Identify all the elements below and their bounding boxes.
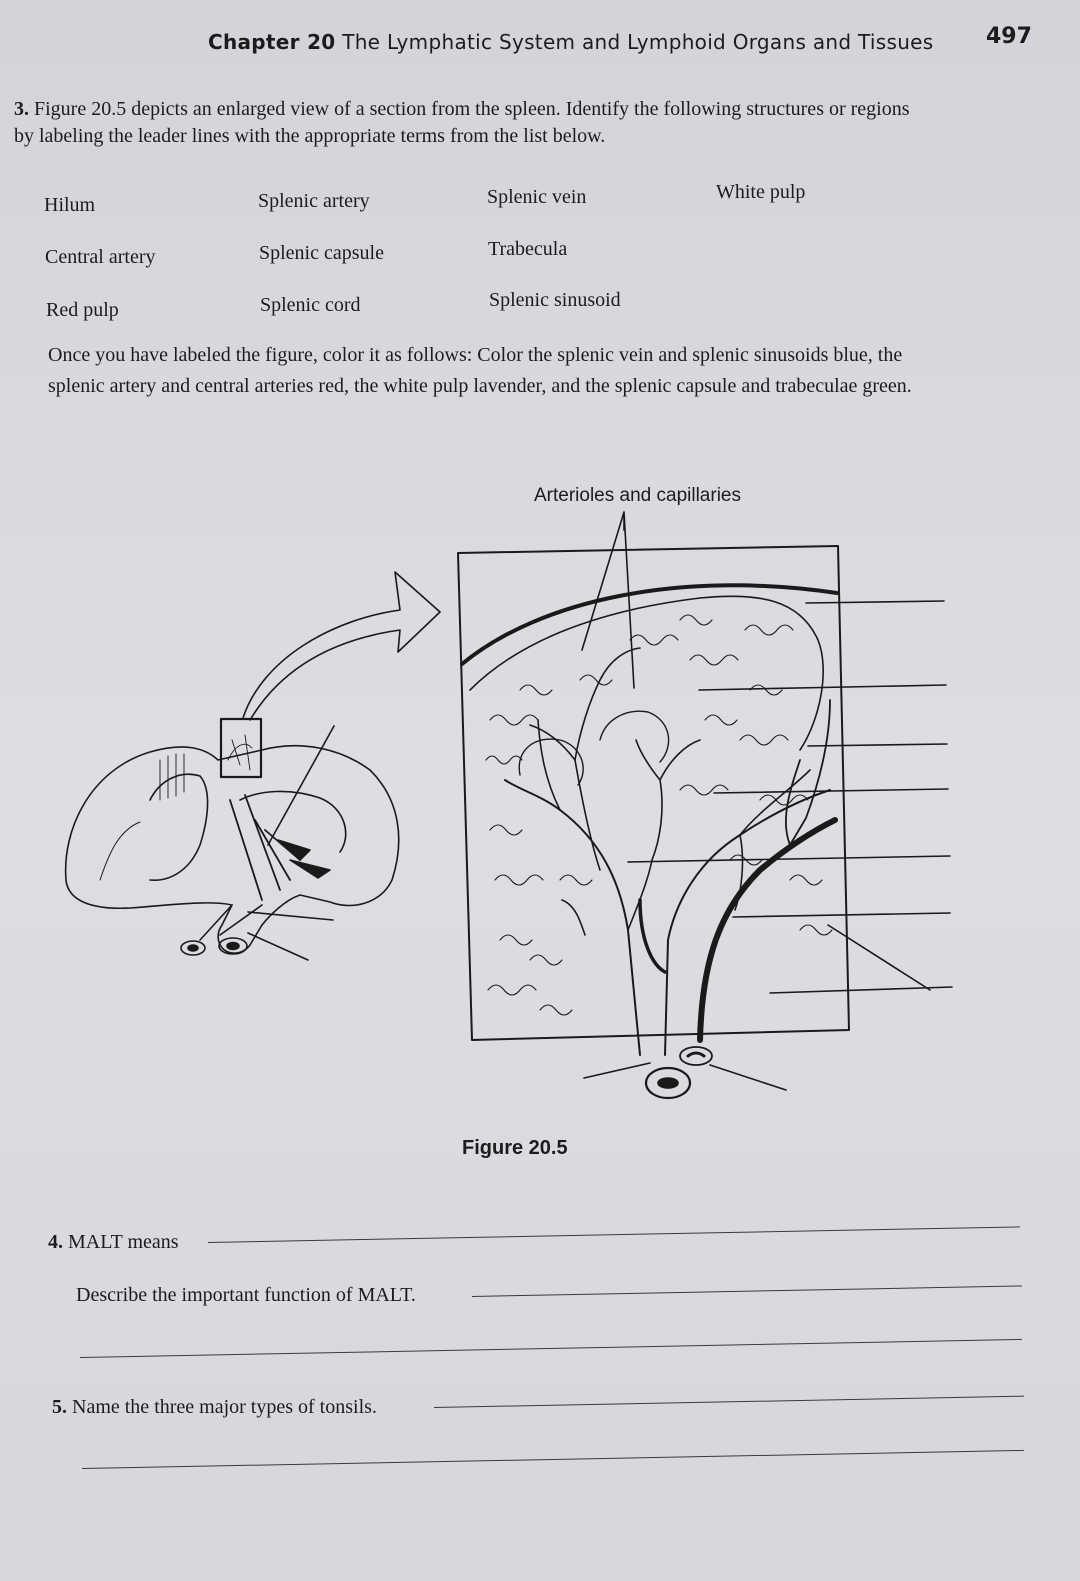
term-splenic-artery: Splenic artery (258, 190, 370, 212)
term-central-artery: Central artery (45, 246, 156, 268)
term-trabecula: Trabecula (488, 238, 568, 260)
question-5-text: Name the three major types of tonsils. (72, 1396, 377, 1418)
question-3-text: Figure 20.5 depicts an enlarged view of a section from the spleen. Identify the following structures or regions by labeling the leader lines with the appropriate terms from the list below. (14, 98, 910, 147)
page-number: 497 (986, 24, 1032, 49)
answer-line[interactable] (208, 1226, 1020, 1243)
term-red-pulp: Red pulp (46, 299, 119, 321)
answer-line[interactable] (434, 1396, 1024, 1408)
term-splenic-cord: Splenic cord (260, 294, 361, 316)
chapter-title: The Lymphatic System and Lymphoid Organs and Tissues (342, 30, 934, 54)
chapter-label: Chapter 20 (208, 30, 336, 54)
question-5-prompt (52, 1396, 377, 1419)
term-hilum: Hilum (44, 194, 96, 216)
question-4-number: 4. (48, 1231, 63, 1253)
spleen-figure (0, 470, 1080, 1130)
page-header (208, 30, 934, 54)
question-5-number: 5. (52, 1396, 67, 1418)
coloring-instructions: Once you have labeled the figure, color it as follows: Color the splenic vein and splenic sinusoids blue, the splenic artery and central arteries red, the white pulp lavender, and the splenic capsule and trabeculae green. (48, 344, 912, 397)
term-splenic-sinusoid: Splenic sinusoid (489, 289, 621, 311)
figure-caption: Figure 20.5 (462, 1137, 568, 1159)
question-3-prompt (14, 96, 914, 150)
answer-line[interactable] (80, 1339, 1022, 1358)
question-4-text: MALT means (68, 1231, 179, 1253)
answer-line[interactable] (472, 1285, 1022, 1297)
term-white-pulp: White pulp (716, 181, 806, 203)
magnify-arrow (243, 572, 440, 720)
answer-line[interactable] (82, 1450, 1024, 1469)
question-3-number: 3. (14, 98, 29, 120)
question-4-prompt (48, 1231, 179, 1254)
figure-top-label: Arterioles and capillaries (534, 485, 741, 506)
term-splenic-capsule: Splenic capsule (259, 242, 384, 264)
term-splenic-vein: Splenic vein (487, 186, 587, 208)
question-4-subprompt: Describe the important function of MALT. (76, 1284, 416, 1306)
